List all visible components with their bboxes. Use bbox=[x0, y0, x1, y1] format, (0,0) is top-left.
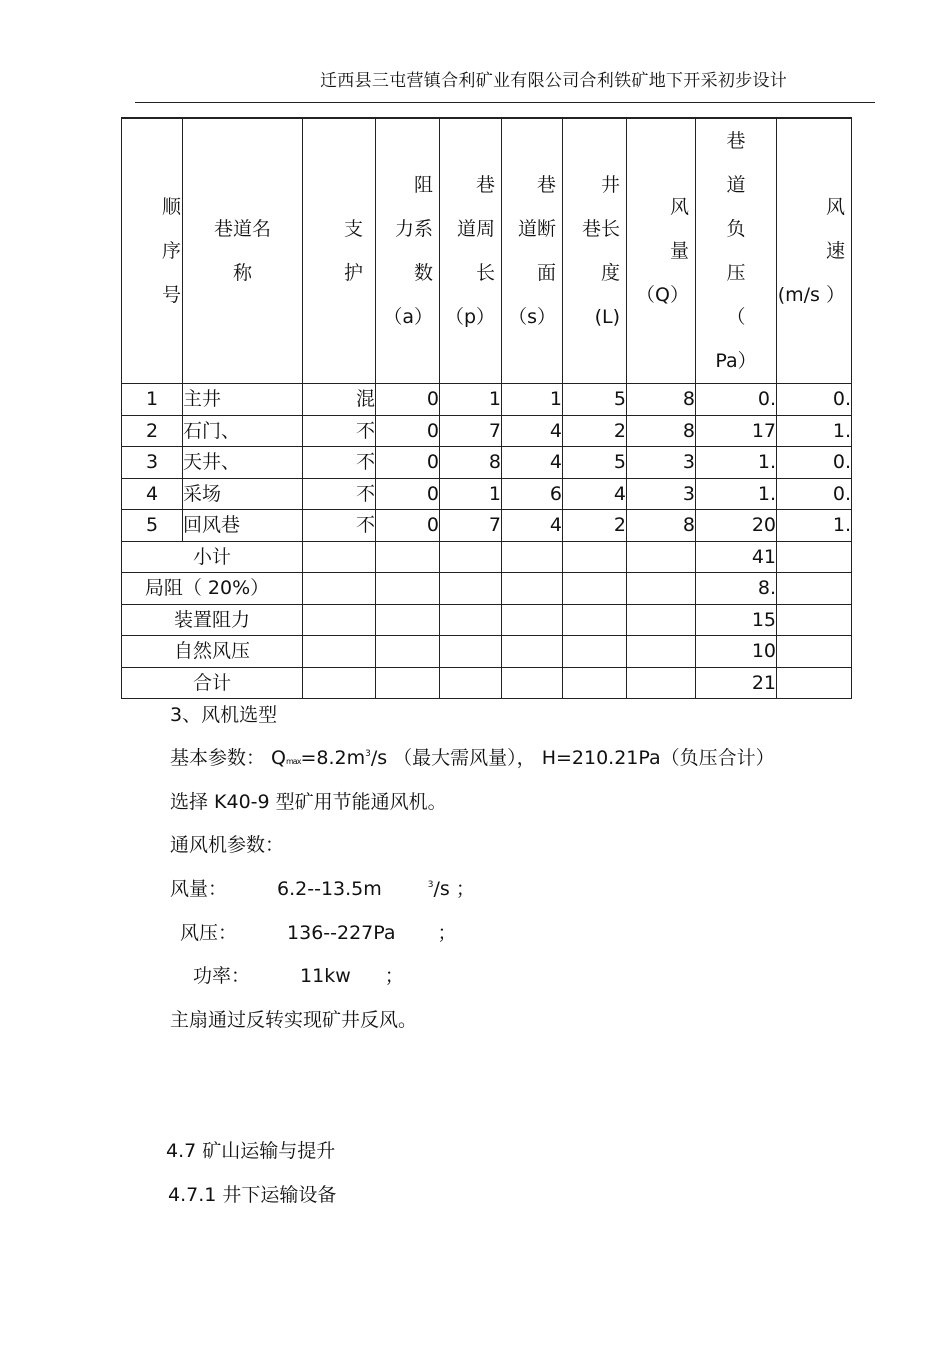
col-header-line: 井 bbox=[600, 174, 620, 196]
power-value: 11kw bbox=[300, 965, 351, 987]
cell-resistance-coef: 0 bbox=[376, 415, 440, 447]
col-header-line: 道周 bbox=[456, 218, 495, 240]
col-header-line: 度 bbox=[600, 262, 620, 284]
col-header-section bbox=[502, 118, 563, 384]
cell-pressure: 1. bbox=[696, 478, 777, 510]
cell-velocity: 0. bbox=[777, 447, 852, 479]
col-header-line: Pa） bbox=[715, 350, 757, 372]
cell-perimeter: 7 bbox=[440, 415, 502, 447]
col-header-line: （p） bbox=[444, 306, 495, 328]
cell-perimeter: 8 bbox=[440, 447, 502, 479]
fan-params-title: 通风机参数： bbox=[170, 834, 285, 856]
col-header-airflow bbox=[627, 118, 696, 384]
summary-pressure-value: 8. bbox=[696, 573, 777, 605]
empty-cell bbox=[627, 636, 696, 668]
col-header-seq bbox=[122, 118, 183, 384]
table-row bbox=[122, 415, 852, 447]
basic-params-suffix: /s （最大需风量）， H=210.21Pa（负压合计） bbox=[370, 747, 775, 769]
summary-pressure-value: 21 bbox=[696, 667, 777, 699]
cell-section-area: 4 bbox=[502, 415, 563, 447]
cell-support: 不 bbox=[303, 510, 376, 542]
col-header-line: 护 bbox=[343, 262, 363, 284]
cell-roadway-name: 回风巷 bbox=[183, 510, 303, 542]
col-header-line: 巷 bbox=[726, 130, 746, 152]
col-header-line: 面 bbox=[536, 262, 556, 284]
col-header-line: 号 bbox=[162, 284, 182, 306]
cell-resistance-coef: 0 bbox=[376, 447, 440, 479]
empty-cell bbox=[563, 541, 627, 573]
col-header-line: 巷 bbox=[536, 174, 556, 196]
fan-selection-text: 选择 K40-9 型矿用节能通风机。 bbox=[170, 791, 447, 813]
table-header-row bbox=[122, 118, 852, 384]
airflow-sup: 3 bbox=[427, 880, 434, 890]
empty-cell bbox=[777, 541, 852, 573]
col-header-line: (L) bbox=[594, 306, 620, 328]
col-header-line: （a） bbox=[383, 306, 433, 328]
pressure-line bbox=[180, 918, 457, 945]
empty-cell bbox=[440, 667, 502, 699]
col-header-support bbox=[303, 118, 376, 384]
col-header-name bbox=[183, 118, 303, 384]
cell-velocity: 1. bbox=[777, 510, 852, 542]
summary-label: 局阻（ 20%） bbox=[122, 573, 303, 605]
summary-pressure-value: 10 bbox=[696, 636, 777, 668]
cell-seq-no: 3 bbox=[122, 447, 183, 479]
col-header-line: （s） bbox=[508, 306, 556, 328]
empty-cell bbox=[303, 573, 376, 605]
empty-cell bbox=[303, 667, 376, 699]
airflow-line bbox=[170, 874, 475, 901]
table-row bbox=[122, 478, 852, 510]
page-header-title: 迁西县三屯营镇合利矿业有限公司合利铁矿地下开采初步设计 bbox=[320, 71, 788, 91]
empty-cell bbox=[376, 667, 440, 699]
cell-seq-no: 2 bbox=[122, 415, 183, 447]
empty-cell bbox=[376, 541, 440, 573]
basic-params-prefix: 基本参数： Q bbox=[170, 747, 286, 769]
empty-cell bbox=[502, 667, 563, 699]
cell-support: 混 bbox=[303, 384, 376, 416]
empty-cell bbox=[777, 667, 852, 699]
empty-cell bbox=[563, 636, 627, 668]
col-header-line: 道 bbox=[726, 174, 746, 196]
empty-cell bbox=[440, 541, 502, 573]
fan-selection-heading: 3、风机选型 bbox=[170, 704, 278, 726]
cell-pressure: 0. bbox=[696, 384, 777, 416]
col-header-line: (m/s ） bbox=[777, 284, 845, 306]
cell-roadway-name: 主井 bbox=[183, 384, 303, 416]
col-header-line: 长 bbox=[475, 262, 495, 284]
summary-label: 小计 bbox=[122, 541, 303, 573]
col-header-line: （ bbox=[726, 306, 746, 328]
empty-cell bbox=[563, 573, 627, 605]
cell-roadway-name: 采场 bbox=[183, 478, 303, 510]
empty-cell bbox=[502, 573, 563, 605]
col-header-line: 量 bbox=[669, 240, 689, 262]
col-header-line: 巷 bbox=[475, 174, 495, 196]
cell-section-area: 1 bbox=[502, 384, 563, 416]
cell-length: 4 bbox=[563, 478, 627, 510]
cell-pressure: 20 bbox=[696, 510, 777, 542]
col-header-line: 风 bbox=[825, 196, 845, 218]
power-label: 功率： bbox=[193, 965, 251, 987]
cell-section-area: 4 bbox=[502, 510, 563, 542]
cell-airflow: 3 bbox=[627, 478, 696, 510]
pressure-label: 风压： bbox=[180, 922, 238, 944]
cell-airflow: 8 bbox=[627, 384, 696, 416]
summary-row bbox=[122, 667, 852, 699]
empty-cell bbox=[563, 667, 627, 699]
col-header-line: 巷长 bbox=[581, 218, 620, 240]
cell-airflow: 8 bbox=[627, 415, 696, 447]
col-header-line: 风 bbox=[669, 196, 689, 218]
empty-cell bbox=[777, 573, 852, 605]
airflow-value: 6.2--13.5m bbox=[277, 878, 382, 900]
summary-pressure-value: 41 bbox=[696, 541, 777, 573]
col-header-velocity bbox=[777, 118, 852, 384]
summary-row bbox=[122, 541, 852, 573]
col-header-length bbox=[563, 118, 627, 384]
summary-pressure-value: 15 bbox=[696, 604, 777, 636]
empty-cell bbox=[502, 636, 563, 668]
empty-cell bbox=[627, 604, 696, 636]
col-header-line: 负 bbox=[726, 218, 746, 240]
summary-row bbox=[122, 636, 852, 668]
header-divider bbox=[135, 102, 875, 103]
cell-support: 不 bbox=[303, 447, 376, 479]
summary-label: 装置阻力 bbox=[122, 604, 303, 636]
cell-velocity: 0. bbox=[777, 478, 852, 510]
col-header-line: 道断 bbox=[517, 218, 556, 240]
empty-cell bbox=[627, 573, 696, 605]
cell-perimeter: 1 bbox=[440, 478, 502, 510]
transport-section-heading: 4.7 矿山运输与提升 bbox=[166, 1140, 336, 1162]
pressure-end: ； bbox=[437, 922, 457, 944]
cell-resistance-coef: 0 bbox=[376, 478, 440, 510]
power-line bbox=[193, 961, 404, 988]
airflow-unit: /s ； bbox=[433, 878, 475, 900]
empty-cell bbox=[303, 541, 376, 573]
cell-velocity: 1. bbox=[777, 415, 852, 447]
cell-resistance-coef: 0 bbox=[376, 510, 440, 542]
basic-params-line bbox=[170, 743, 775, 770]
empty-cell bbox=[502, 604, 563, 636]
empty-cell bbox=[376, 604, 440, 636]
cell-support: 不 bbox=[303, 415, 376, 447]
col-header-line: 序 bbox=[162, 240, 182, 262]
col-header-line: 数 bbox=[413, 262, 433, 284]
summary-label: 自然风压 bbox=[122, 636, 303, 668]
cell-roadway-name: 石门、 bbox=[183, 415, 303, 447]
cell-section-area: 4 bbox=[502, 447, 563, 479]
reverse-ventilation-note: 主扇通过反转实现矿井反风。 bbox=[170, 1009, 418, 1031]
basic-params-sup: 3 bbox=[365, 749, 371, 759]
empty-cell bbox=[376, 573, 440, 605]
power-end: ； bbox=[384, 965, 404, 987]
cell-length: 5 bbox=[563, 384, 627, 416]
cell-length: 5 bbox=[563, 447, 627, 479]
empty-cell bbox=[777, 636, 852, 668]
cell-pressure: 17 bbox=[696, 415, 777, 447]
cell-velocity: 0. bbox=[777, 384, 852, 416]
empty-cell bbox=[502, 541, 563, 573]
col-header-line: 力系 bbox=[394, 218, 433, 240]
empty-cell bbox=[627, 667, 696, 699]
cell-section-area: 6 bbox=[502, 478, 563, 510]
empty-cell bbox=[440, 604, 502, 636]
empty-cell bbox=[376, 636, 440, 668]
cell-resistance-coef: 0 bbox=[376, 384, 440, 416]
col-header-line: 支 bbox=[343, 218, 363, 240]
col-header-pressure bbox=[696, 118, 777, 384]
ventilation-resistance-table bbox=[121, 117, 852, 699]
cell-seq-no: 4 bbox=[122, 478, 183, 510]
basic-params-sub: max bbox=[286, 757, 301, 766]
col-header-line: 速 bbox=[825, 240, 845, 262]
empty-cell bbox=[440, 573, 502, 605]
cell-support: 不 bbox=[303, 478, 376, 510]
col-header-line: 巷道名 bbox=[213, 218, 271, 240]
cell-airflow: 3 bbox=[627, 447, 696, 479]
col-header-line: （Q） bbox=[636, 284, 689, 306]
cell-seq-no: 1 bbox=[122, 384, 183, 416]
summary-row bbox=[122, 604, 852, 636]
col-header-line: 称 bbox=[232, 262, 252, 284]
col-header-resistance-coef bbox=[376, 118, 440, 384]
empty-cell bbox=[777, 604, 852, 636]
col-header-perimeter bbox=[440, 118, 502, 384]
table-row bbox=[122, 510, 852, 542]
transport-subheading: 4.7.1 井下运输设备 bbox=[168, 1184, 337, 1206]
empty-cell bbox=[440, 636, 502, 668]
table-row bbox=[122, 384, 852, 416]
empty-cell bbox=[303, 604, 376, 636]
basic-params-mid: =8.2m bbox=[300, 747, 366, 769]
cell-pressure: 1. bbox=[696, 447, 777, 479]
empty-cell bbox=[303, 636, 376, 668]
cell-perimeter: 1 bbox=[440, 384, 502, 416]
col-header-line: 顺 bbox=[162, 196, 182, 218]
cell-length: 2 bbox=[563, 415, 627, 447]
cell-seq-no: 5 bbox=[122, 510, 183, 542]
pressure-value: 136--227Pa bbox=[287, 922, 396, 944]
cell-perimeter: 7 bbox=[440, 510, 502, 542]
empty-cell bbox=[563, 604, 627, 636]
summary-row bbox=[122, 573, 852, 605]
summary-label: 合计 bbox=[122, 667, 303, 699]
empty-cell bbox=[627, 541, 696, 573]
cell-airflow: 8 bbox=[627, 510, 696, 542]
cell-roadway-name: 天井、 bbox=[183, 447, 303, 479]
cell-length: 2 bbox=[563, 510, 627, 542]
col-header-line: 阻 bbox=[413, 174, 433, 196]
col-header-line: 压 bbox=[726, 262, 746, 284]
airflow-label: 风量： bbox=[170, 878, 228, 900]
table-row bbox=[122, 447, 852, 479]
